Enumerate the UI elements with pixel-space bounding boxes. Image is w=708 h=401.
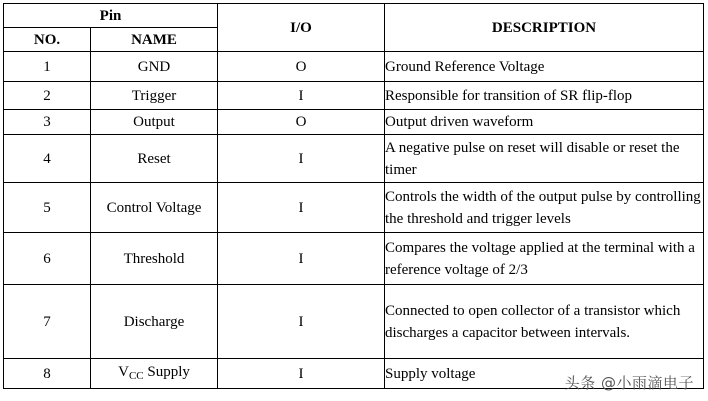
pin-number: 1: [4, 52, 91, 82]
pin-number: 4: [4, 135, 91, 183]
pin-description: Supply voltage: [385, 359, 704, 389]
pin-io: I: [218, 82, 385, 110]
table-row: [4, 285, 704, 359]
watermark: 头条 @小雨滴电子: [564, 374, 694, 392]
table-row: [4, 82, 704, 110]
pin-description: A negative pulse on reset will disable or reset the timer: [385, 135, 704, 183]
pin-name-main: V: [118, 363, 129, 380]
pin-name-subscript: CC: [128, 369, 144, 382]
io-header: I/O: [218, 4, 385, 52]
pin-name: Control Voltage: [91, 183, 218, 233]
pin-number: 8: [4, 359, 91, 389]
pin-name: Threshold: [91, 233, 218, 285]
pin-description: Connected to open collector of a transistor which discharges a capacitor between intervals.: [385, 285, 704, 359]
pin-description: Ground Reference Voltage: [385, 52, 704, 82]
pin-name: GND: [91, 52, 218, 82]
pin-name: Discharge: [91, 285, 218, 359]
pin-io: I: [218, 233, 385, 285]
pin-description: Controls the width of the output pulse by controlling the threshold and trigger levels: [385, 183, 704, 233]
table-row: [4, 110, 704, 135]
pin-name: Trigger: [91, 82, 218, 110]
pin-description: Output driven waveform: [385, 110, 704, 135]
pin-name-rest: Supply: [143, 363, 190, 380]
pin-name: Reset: [91, 135, 218, 183]
pin-name: Output: [91, 110, 218, 135]
table-row: [4, 52, 704, 82]
description-header: DESCRIPTION: [385, 4, 704, 52]
pin-io: O: [218, 52, 385, 82]
pin-number: 6: [4, 233, 91, 285]
pin-name: [91, 359, 218, 389]
table-row: [4, 135, 704, 183]
pin-io: I: [218, 183, 385, 233]
pin-description: Responsible for transition of SR flip-flop: [385, 82, 704, 110]
table-row: [4, 183, 704, 233]
name-header: NAME: [91, 28, 218, 52]
pin-table-container: [3, 3, 704, 389]
pin-io: I: [218, 359, 385, 389]
pin-header: Pin: [4, 4, 218, 28]
header-row-1: [4, 4, 704, 28]
pin-io: I: [218, 135, 385, 183]
pin-number: 7: [4, 285, 91, 359]
pin-description-table: [3, 3, 704, 389]
table-row: [4, 233, 704, 285]
pin-number: 3: [4, 110, 91, 135]
pin-description: Compares the voltage applied at the terminal with a reference voltage of 2/3: [385, 233, 704, 285]
no-header: NO.: [4, 28, 91, 52]
pin-io: O: [218, 110, 385, 135]
pin-number: 5: [4, 183, 91, 233]
pin-io: I: [218, 285, 385, 359]
pin-number: 2: [4, 82, 91, 110]
